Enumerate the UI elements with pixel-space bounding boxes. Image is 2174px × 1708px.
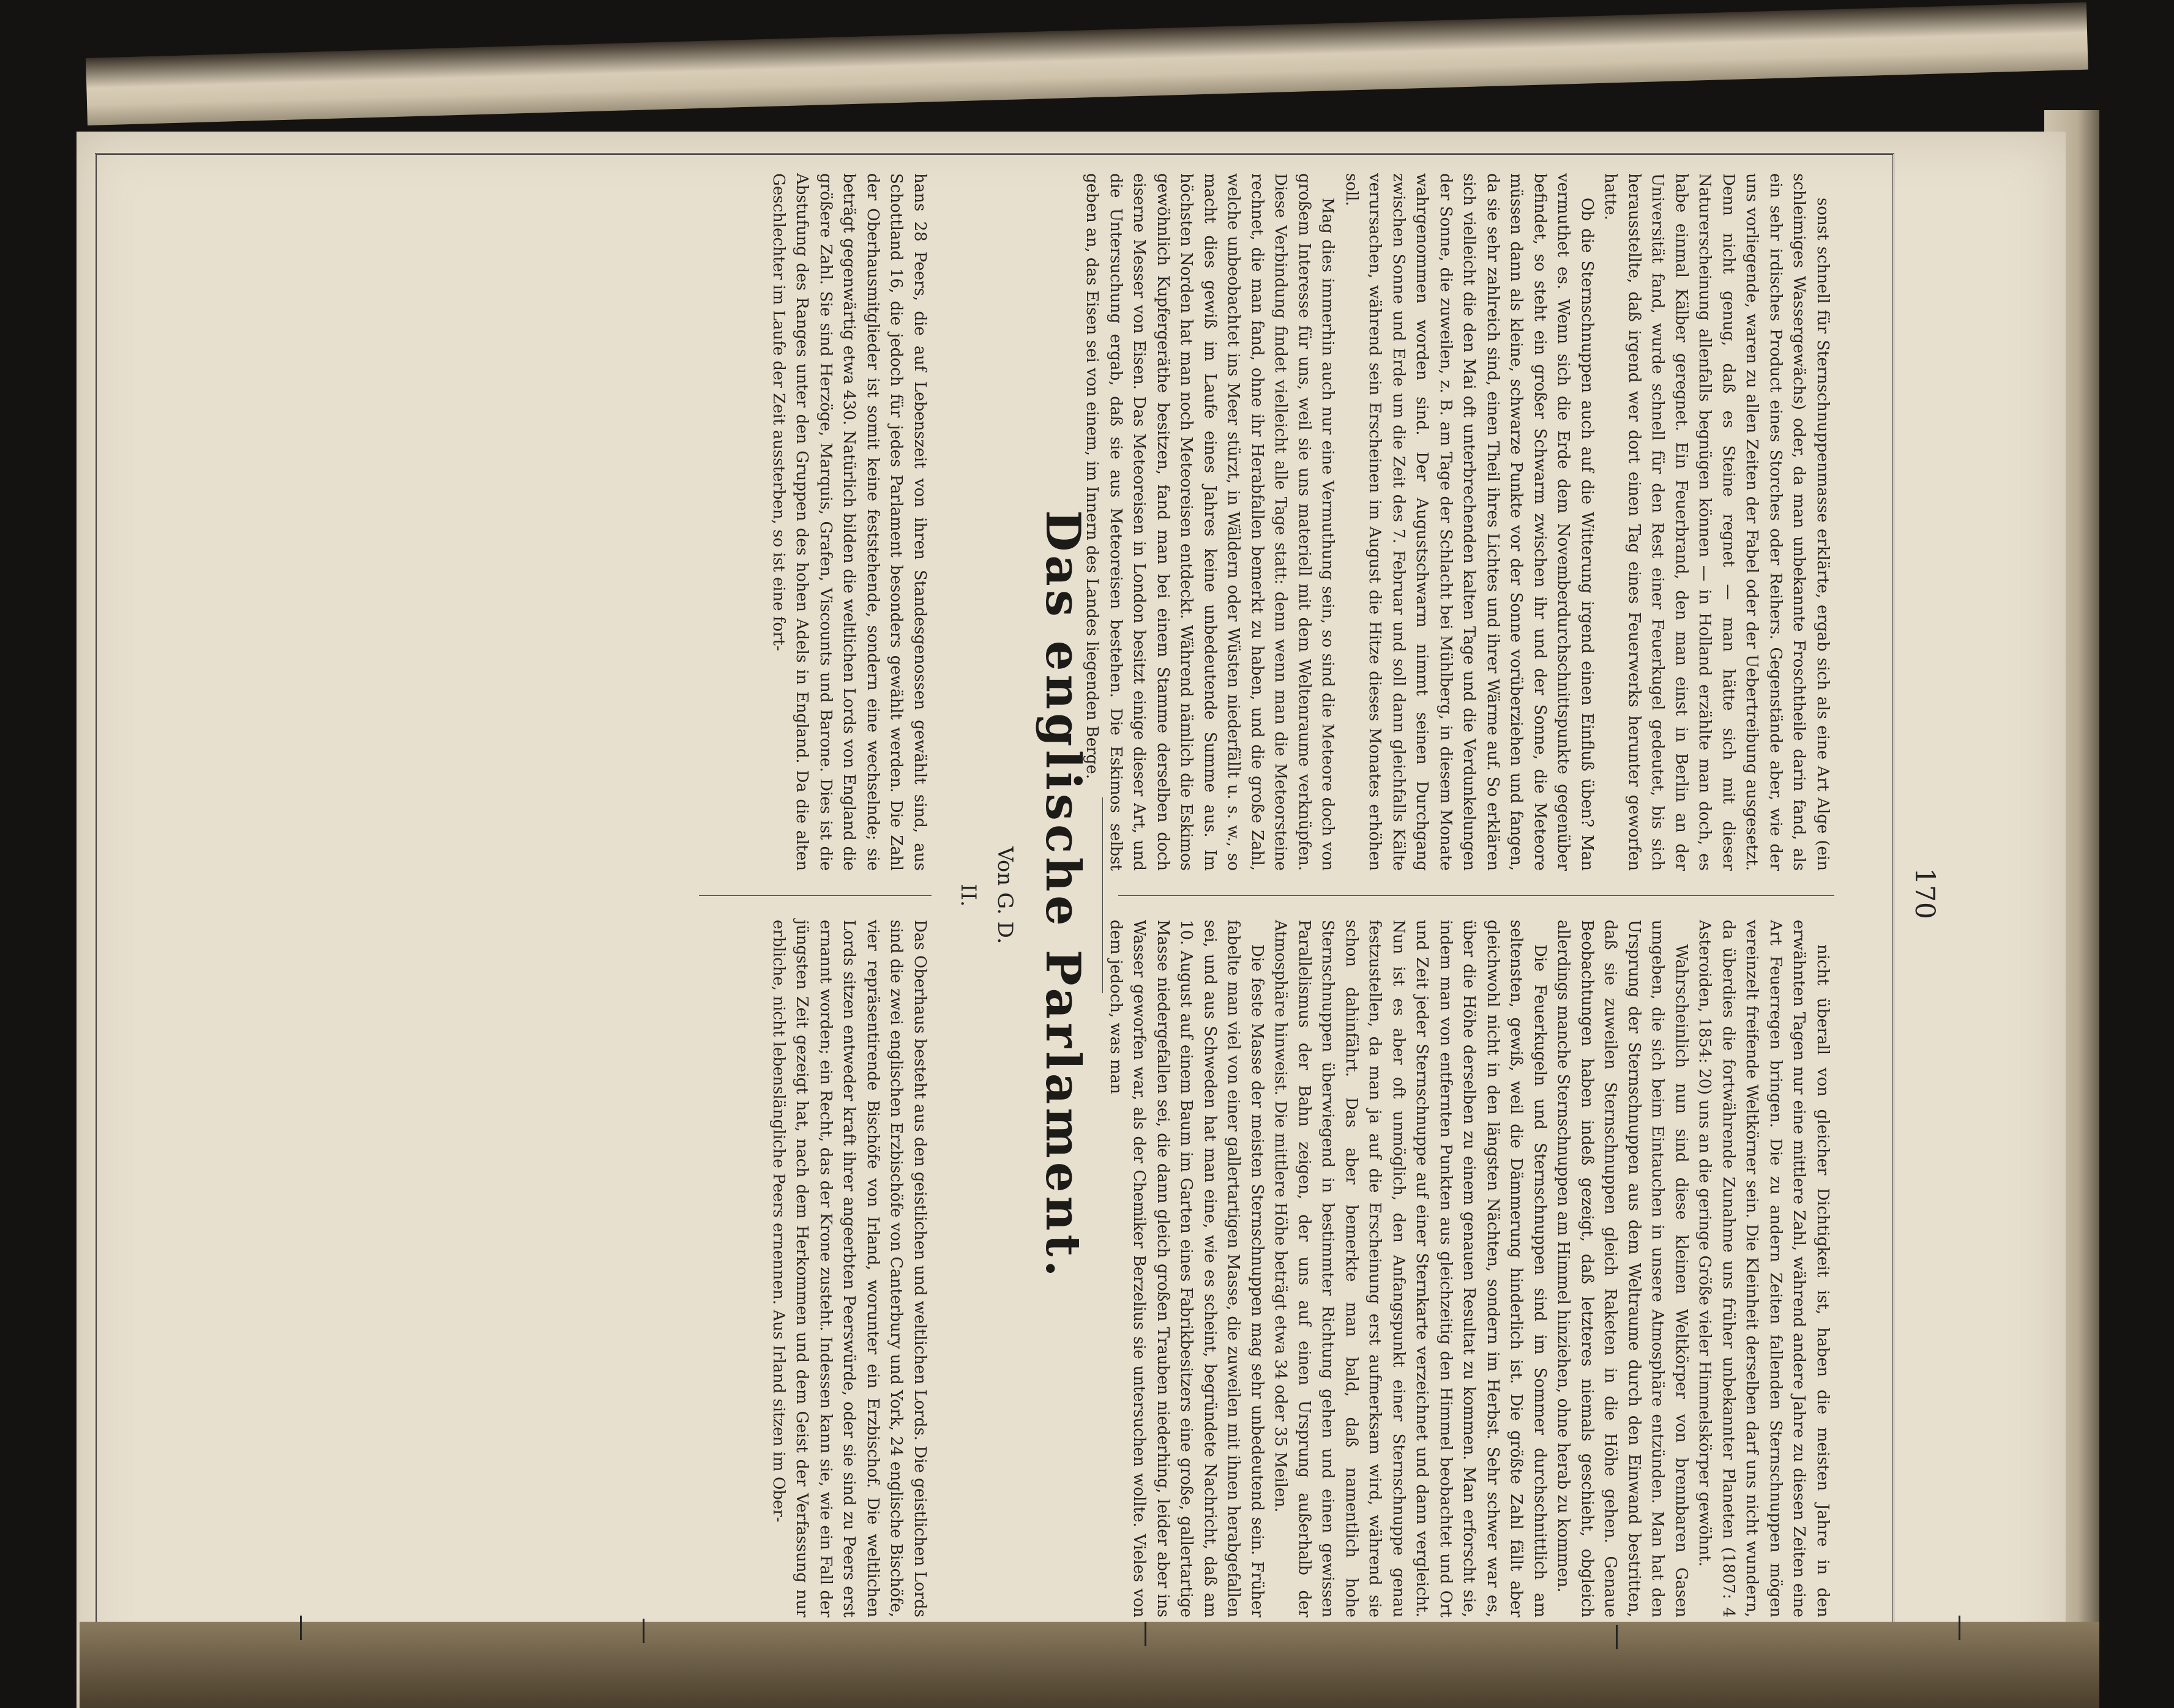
binding-mark — [1959, 1616, 1960, 1640]
binding-mark — [300, 1616, 302, 1640]
binding-mark — [1616, 1625, 1618, 1649]
paragraph: Die Feuerkugeln und Sternschnuppen sind im Sommer durchschnittlich am seltensten, gewiß, weil die Dämmerung hinderlich ist. Die größte Zahl fällt aber gleichwohl nicht in den längsten Nächten, sondern im Herbst. Sehr schwer war es, über die Höhe derselben zu einem genauen Resultat zu kommen. Man erforscht sie, indem man von entfernten Punkten aus gleichzeitig den Himmel beobachtet und Ort und Zeit jeder Sternschnuppe auf einer Sternkarte verzeichnet und dann vergleicht. Nun ist es aber oft unmöglich, den Anfangspunkt einer Sternschnuppe genau festzustellen, da man ja auf die Erscheinung erst aufmerksam wird, während sie schon dahinfährt. Das aber bemerkte man bald, daß namentlich hohe Sternschnuppen überwiegend in bestimmter Richtung gehen und einen gewissen Parallelismus der Bahn zeigen, der uns auf einen Ursprung außerhalb der Atmosphäre hinweist. Die mittlere Höhe beträgt etwa 34 oder 35 Meilen. — [1271, 920, 1549, 1617]
page-body — [92, 153, 1940, 1634]
top-section — [1083, 173, 1834, 1617]
page-frame — [95, 153, 1894, 1634]
paragraph: sonst schnell für Sternschnuppenmasse erklärte, ergab sich als eine Art Alge (ein schleimiges Wassergewächs) oder, da man unbekannte Froschtheile darin fand, als ein sehr irdisches Product eines Storches oder Reihers. Gegenstände aber, wie der uns vorliegende, waren zu allen Zeiten der Fabel oder der Uebertreibung ausgesetzt. Denn nicht genug, daß es Steine regnet — man hätte sich mit dieser Naturerscheinung allenfalls begnügen können — in Holland erzählte man doch, es habe einmal Kälber geregnet. Ein Feuerbrand, den man einst in Berlin an der Universität fand, wurde schnell für den Rest einer Feuerkugel gedeutet, bis sich herausstellte, daß irgend wer dort einen Tag eines Feuerwerks herunter geworfen hatte. — [1601, 173, 1832, 871]
binding-mark — [1145, 1622, 1146, 1646]
column-divider — [699, 895, 932, 896]
page-stack-top-edge — [86, 2, 2088, 125]
paragraph: Ob die Sternschnuppen auch auf die Witterung irgend einen Einfluß üben? Man vermuthet es. Wenn sich die Erde dem Novemberdurchschnittspunkte gegenüber befindet, so steht ein großer Schwarm zwischen ihr und der Sonne, die Meteore müssen dann als kleine, schwarze Punkte vor der Sonne vorüberziehen und fangen, da sie sehr zahlreich sind, einen Theil ihres Lichtes und ihrer Wärme auf. So erklären sich vielleicht die den Mai oft unterbrechenden kalten Tage und die Verdunkelungen der Sonne, die zuweilen, z. B. am Tage der Schlacht bei Mühlberg, in diesem Monate wahrgenommen worden sind. Der Augustschwarm nimmt seinen Durchgang zwischen Sonne und Erde um die Zeit des 7. Februar und soll dann gleichfalls Kälte verursachen, während sein Erscheinen im August die Hitze dieses Monates erhöhen soll. — [1342, 173, 1596, 871]
article-right-column: Das Oberhaus besteht aus den geistlichen und weltlichen Lords. Die geistlichen Lords sind die zwei englischen Erzbischöfe von Canterbury und York, 24 englische Bischöfe, vier repräsentirende Bischöfe von Irland, worunter ein Erzbischof. Die weltlichen Lords sitzen entweder kraft ihrer angeerbten Peerswürde, oder sie sind zu Peers erst ernannt worden; ein Recht, das der Krone zusteht. Indessen kann sie, wie ein Fall der jüngsten Zeit gezeigt hat, nach dem Herkommen und dem Geist der Verfassung nur erbliche, nicht lebenslängliche Peers ernennen. Aus Irland sitzen im Ober- — [769, 920, 929, 1617]
article-title: Das englische Parlament. — [1035, 510, 1091, 1281]
article-section — [93, 155, 1103, 1636]
article-author: Von G. D. — [993, 846, 1017, 944]
paragraph: nicht überall von gleicher Dichtigkeit ist, haben die meisten Jahre in den erwähnten Tagen nur eine mittlere Zahl, während andere Jahre zu diesen Zeiten eine Art Feuerregen bringen. Die zu andern Zeiten fallenden Sternschnuppen mögen vereinzelt freifende Weltkörner sein. Die Kleinheit derselben darf uns nicht wundern, da überdies die fortwährende Zunahme uns früher unbekannter Planeten (1807: 4 Asteroiden, 1854: 20) uns an die geringe Größe vieler Himmelskörper gewöhnt. — [1695, 920, 1832, 1617]
article-columns — [699, 173, 932, 1617]
column-divider — [1118, 895, 1834, 896]
page-number: 170 — [1909, 868, 1940, 919]
paragraph: Mag dies immerhin auch nur eine Vermuthung sein, so sind die Meteore doch von großem Interesse für uns, weil sie uns materiell mit dem Weltenraume verknüpfen. Diese Verbindung findet vielleicht alle Tage statt: denn wenn man die Meteorsteine rechnet, die man fand, ohne ihr Herabfallen bemerkt zu haben, und die große Zahl, welche unbeobachtet ins Meer stürzt, in Wäldern oder Wüsten niederfällt u. s. w., so macht dies gewiß im Laufe eines Jahres keine unbedeutende Summe aus. Im höchsten Norden hat man noch Meteoreisen entdeckt. Während nämlich die Eskimos gewöhnlich Kupfergeräthe besitzen, fand man bei einem Stamme derselben doch eiserne Messer von Eisen. Das Meteoreisen in London besitzt einige dieser Art, und die Untersuchung ergab, daß sie aus Meteoreisen bestehen. Die Eskimos selbst geben an, das Eisen sei von einem, im Innern des Landes liegenden Berge. — [1083, 173, 1337, 871]
section-divider — [1102, 797, 1103, 993]
binding-mark — [643, 1619, 644, 1643]
top-left-column — [1083, 173, 1834, 871]
article-left-column: hans 28 Peers, die auf Lebenszeit von ihren Standesgenossen gewählt sind, aus Schottland 16, die jedoch für jedes Parlament besonders gewählt werden. Die Zahl der Oberhausmitglieder ist somit keine feststehende, sondern eine wechselnde; sie beträgt gegenwärtig etwa 430. Natürlich bilden die weltlichen Lords von England die größere Zahl. Sie sind Herzöge, Marquis, Grafen, Viscounts und Barone. Dies ist die Abstufung des Ranges unter den Gruppen des hohen Adels in England. Da die alten Geschlechter im Laufe der Zeit aussterben, so ist eine fort- — [769, 173, 929, 871]
paragraph: Die feste Masse der meisten Sternschnuppen mag sehr unbedeutend sein. Früher fabelte man viel von einer gallertartigen Masse, die zuweilen mit ihnen herabgefallen sei, und aus Schweden hat man eine, wie es scheint, begründete Nachricht, daß am 10. August auf einem Baum im Garten eines Fabrikbesitzers eine große, gallertartige Masse niedergefallen sei, die dann gleich großen Trauben niederhing, leider aber ins Wasser geworfen war, als der Chemiker Berzelius sie untersuchen wollte. Vieles von dem jedoch, was man — [1107, 920, 1266, 1617]
rotated-page-content — [92, 153, 1940, 1634]
page-bottom-edge — [80, 1622, 2099, 1708]
article-part-number: II. — [956, 884, 981, 907]
paragraph: Wahrscheinlich nun sind diese kleinen Weltkörper von brennbaren Gasen umgeben, die sich beim Eintauchen in unsere Atmosphäre entzünden. Man hat den Ursprung der Sternschnuppen aus dem Weltraume durch den Einwand bestritten, daß sie zuweilen Sternschnuppen gleich Raketen in die Höhe gehen. Genaue Beobachtungen haben indeß gezeigt, daß letzteres niemals geschieht, obgleich allerdings manche Sternschnuppen am Himmel hinziehen, ohne herab zu kommen. — [1554, 920, 1690, 1617]
top-right-column — [1107, 920, 1834, 1617]
